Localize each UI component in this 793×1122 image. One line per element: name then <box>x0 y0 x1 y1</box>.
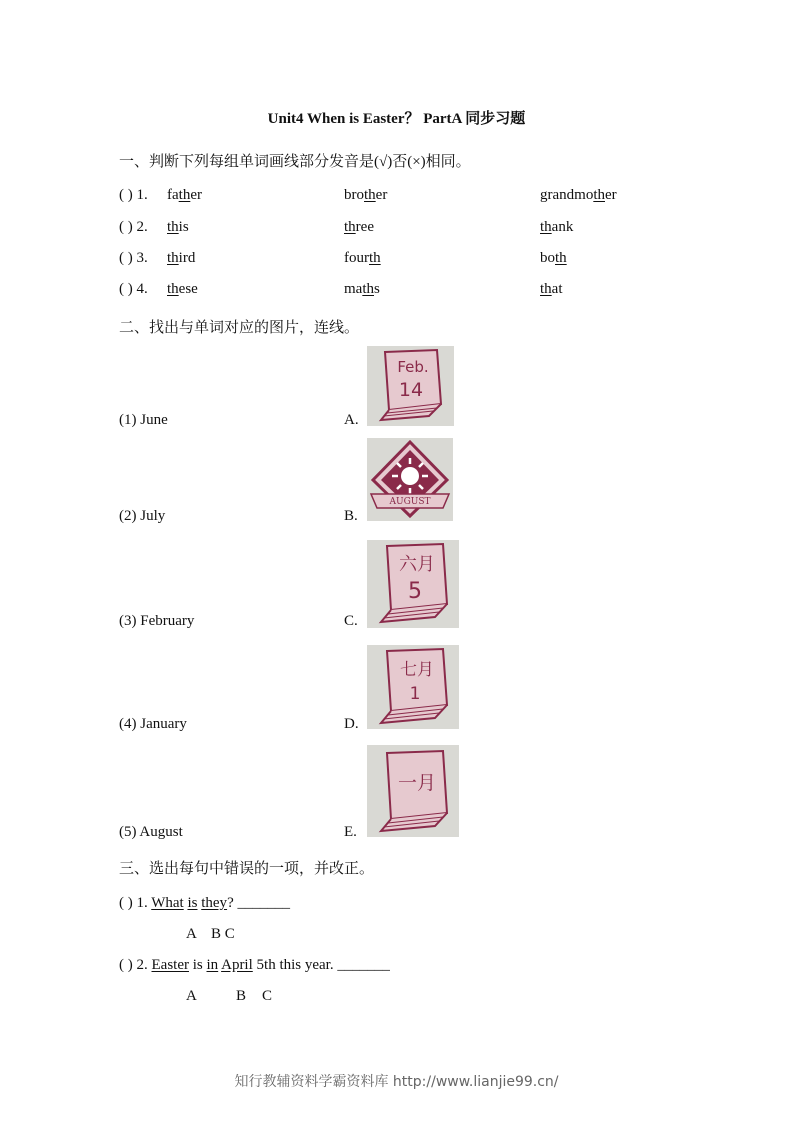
match-word-4: (4) January <box>119 716 187 732</box>
row-number: ( ) 4. <box>119 281 148 297</box>
word-3: that <box>540 281 563 297</box>
match-letter-b: B. <box>344 508 358 524</box>
august-sun-picture <box>367 438 453 521</box>
calendar-july-picture <box>367 645 459 729</box>
svg-text:1: 1 <box>409 684 421 704</box>
question-2: ( ) 2. Easter is in April 5th this year. _______ <box>119 957 390 973</box>
calendar-january-icon <box>367 745 459 837</box>
svg-text:一月: 一月 <box>397 772 437 794</box>
sun-icon <box>367 438 453 521</box>
word-3: grandmother <box>540 187 617 203</box>
question-1-options: A B C <box>186 926 235 942</box>
word-1: this <box>167 219 189 235</box>
word-2: three <box>344 219 374 235</box>
page-title: Unit4 When is Easter？ PartA 同步习题 <box>267 111 526 127</box>
svg-text:AUGUST: AUGUST <box>389 497 431 507</box>
word-1: third <box>167 250 196 266</box>
svg-text:5: 5 <box>408 579 422 604</box>
calendar-january-picture <box>367 745 459 837</box>
word-1: father <box>167 187 202 203</box>
word-1: these <box>167 281 198 297</box>
match-letter-c: C. <box>344 613 358 629</box>
row-number: ( ) 1. <box>119 187 148 203</box>
question-1: ( ) 1. What is they? _______ <box>119 895 290 911</box>
match-word-5: (5) August <box>119 824 183 840</box>
match-word-1: (1) June <box>119 412 168 428</box>
word-2: brother <box>344 187 388 203</box>
match-letter-d: D. <box>344 716 359 732</box>
section2-heading: 二、找出与单词对应的图片，连线。 <box>119 320 360 336</box>
word-3: thank <box>540 219 574 235</box>
calendar-july-icon <box>367 645 459 729</box>
match-letter-a: A. <box>344 412 359 428</box>
match-letter-e: E. <box>344 824 357 840</box>
svg-text:Feb.: Feb. <box>397 358 429 376</box>
row-number: ( ) 2. <box>119 219 148 235</box>
match-word-2: (2) July <box>119 508 166 524</box>
question-2-option-b: B <box>236 988 247 1004</box>
svg-text:六月: 六月 <box>399 554 435 575</box>
calendar-june-picture <box>367 540 459 628</box>
question-2-option-c: C <box>262 988 273 1004</box>
word-2: maths <box>344 281 380 297</box>
word-3: both <box>540 250 567 266</box>
calendar-feb-icon <box>367 346 454 426</box>
match-word-3: (3) February <box>119 613 195 629</box>
calendar-feb-picture <box>367 346 454 426</box>
footer-watermark: 知行教辅资料学霸资料库 http://www.lianjie99.cn/ <box>234 1074 559 1090</box>
section1-heading: 一、判断下列每组单词画线部分发音是(√)否(×)相同。 <box>119 154 471 170</box>
svg-text:14: 14 <box>398 379 424 401</box>
calendar-june-icon <box>367 540 459 628</box>
svg-text:七月: 七月 <box>400 660 434 680</box>
word-2: fourth <box>344 250 381 266</box>
row-number: ( ) 3. <box>119 250 148 266</box>
section3-heading: 三、选出每句中错误的一项，并改正。 <box>119 861 375 877</box>
question-2-option-a: A <box>186 988 197 1004</box>
